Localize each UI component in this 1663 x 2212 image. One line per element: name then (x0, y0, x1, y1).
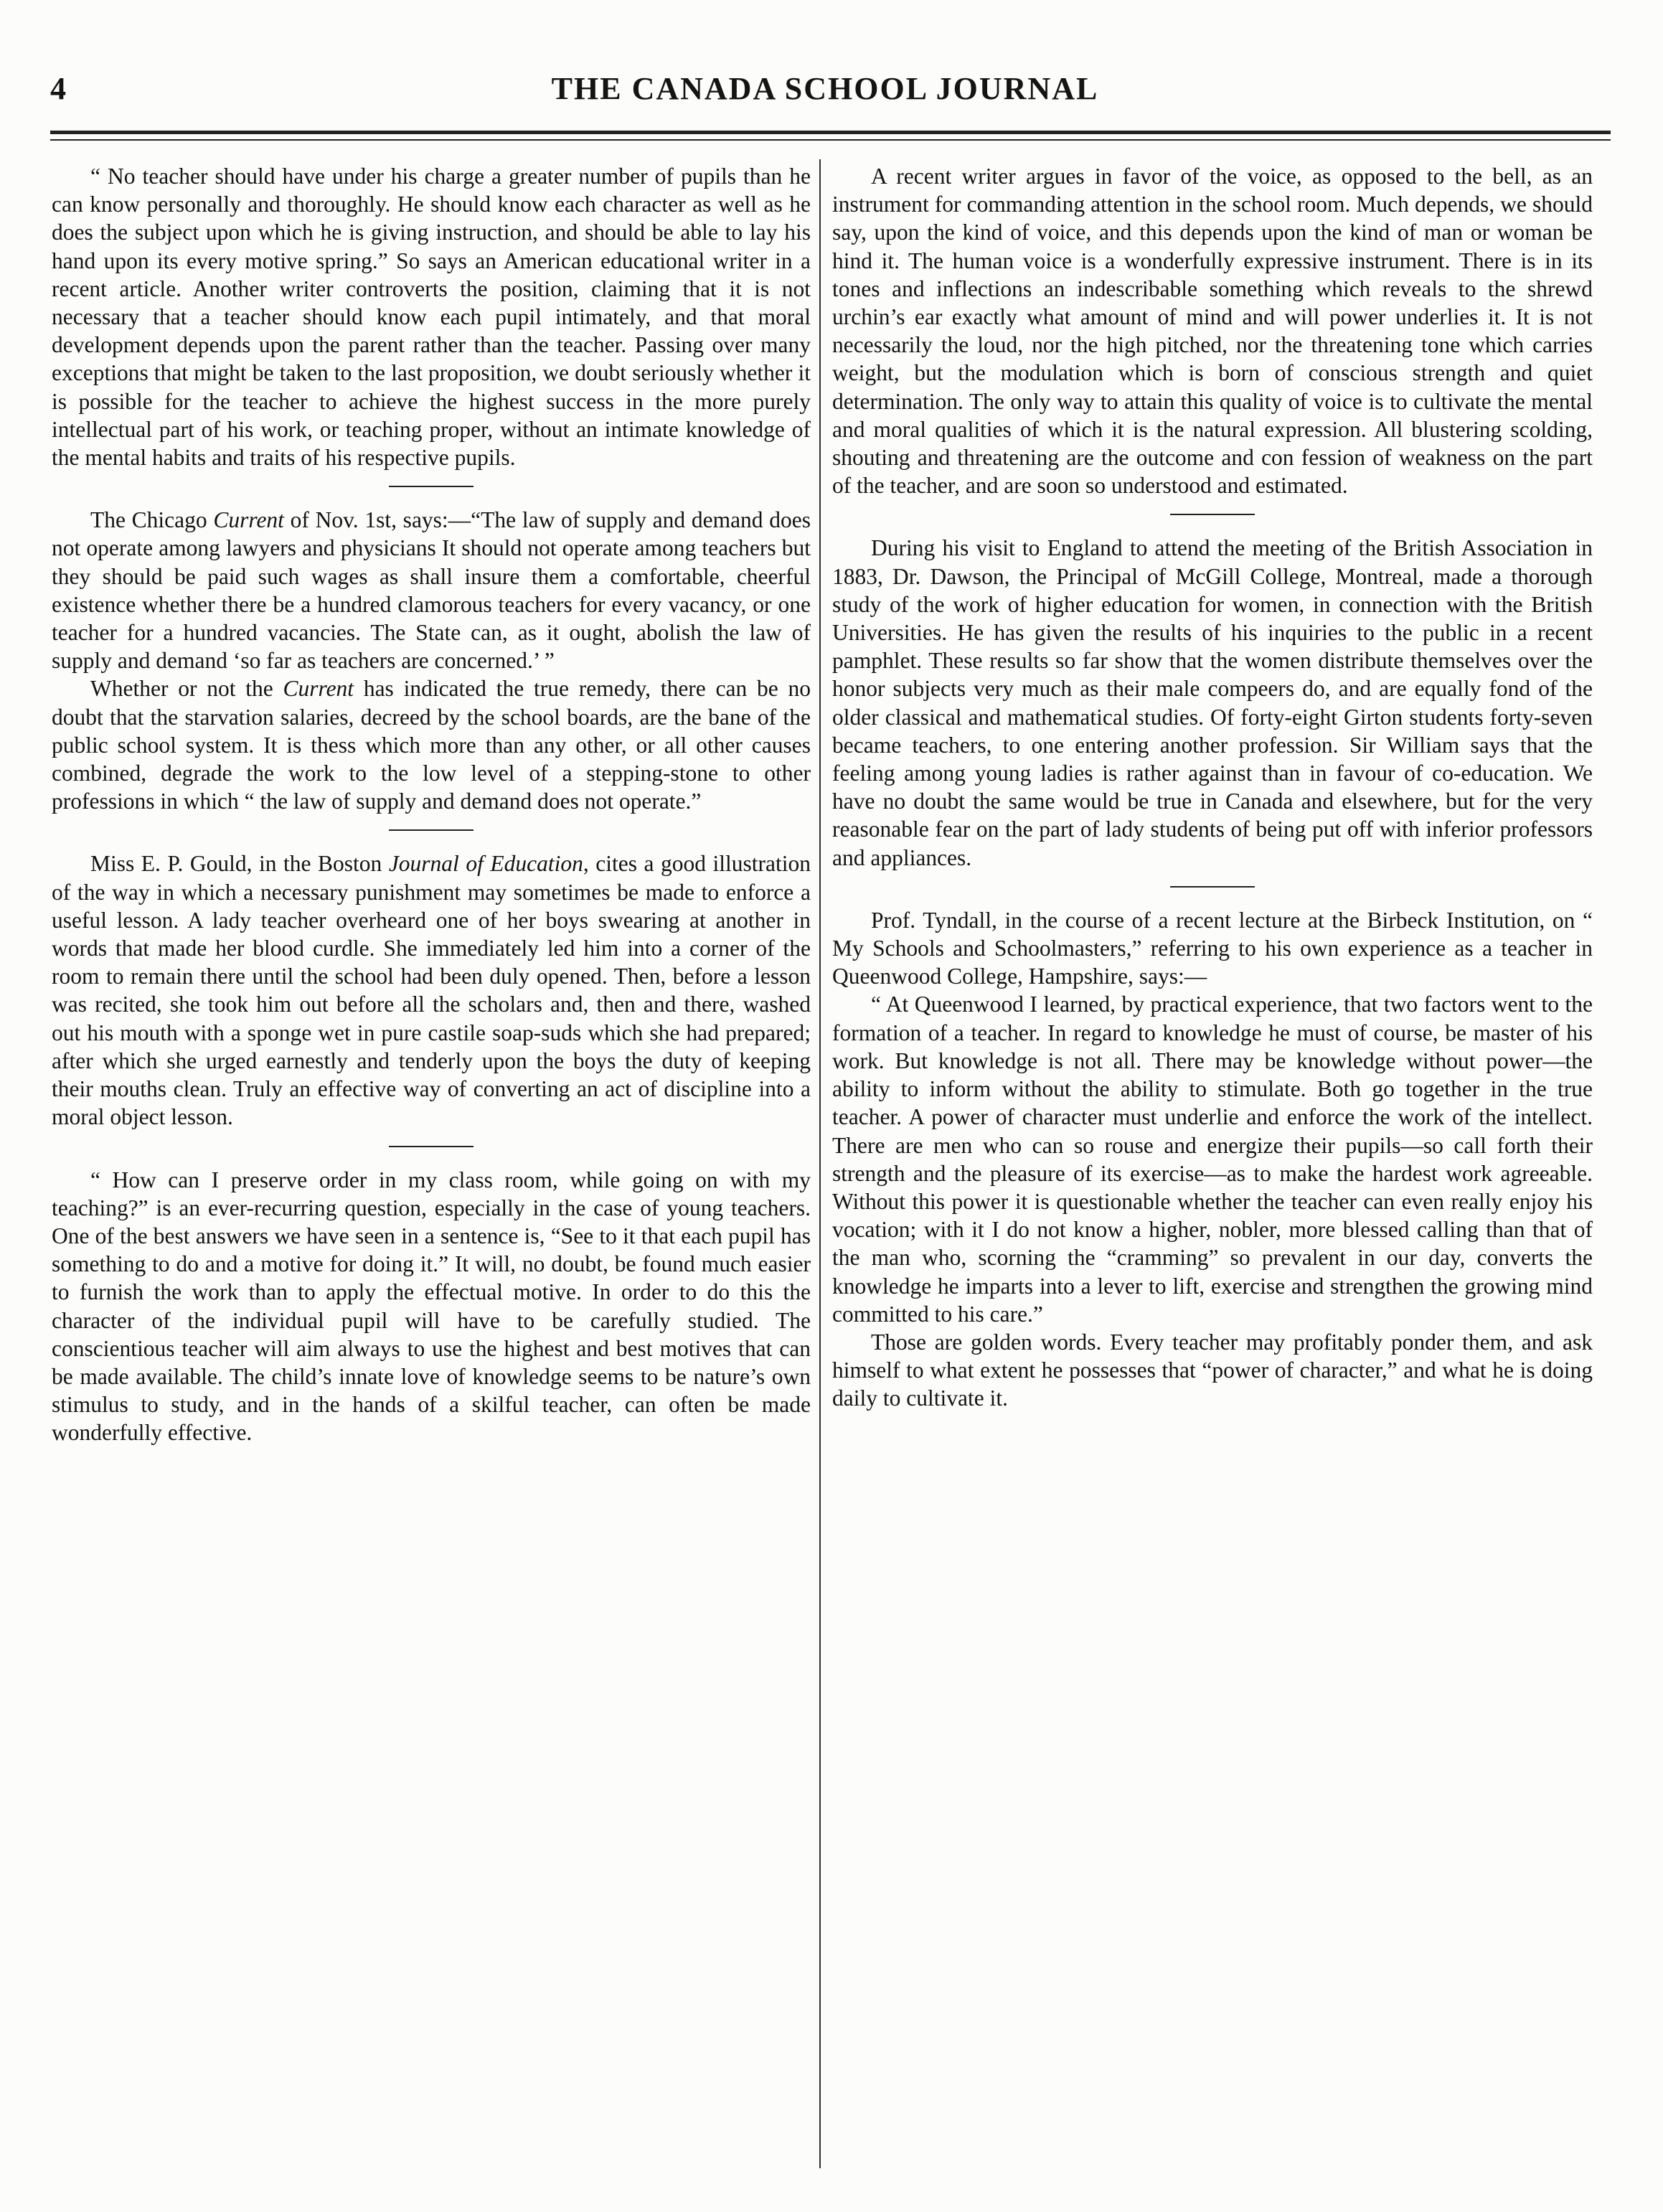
paragraph-class-order: “ How can I preserve order in my class room, while going on with my teaching?” is an ever-recurring question, especially in the case of young teachers. One of the best answers we have seen in a sentence is, “See to it that each pupil has something to do and a motive for doing it.” It will, no doubt, be found much easier to furnish the work than to apply the effectual motive. In order to do this the character of the individual pupil will have to be carefully studied. The conscientious teacher will aim always to use the highest and best motives that can be made available. The child’s innate love of knowledge seems to be nature’s own stimulus to study, and in the hands of a skilful teacher, can often be made wonderfully effective. (52, 1167, 811, 1446)
paragraph-dr-dawson: During his visit to England to attend the meeting of the British Association in 1883, Dr. Dawson, the Principal of McGill College, Montreal, made a thorough study of the work of higher education for women, in connection with the British Universities. He has given the results of his inquiries to the public in a recent pamphlet. These results so far show that the women distribute themselves over the honor subjects very much as their male compeers do, and are equally fond of the older classical and mathematical studies. Of forty-eight Girton students forty-seven became teachers, to one entering another profession. Sir William says that the feeling among young ladies is rather against than in favour of co-education. We have no doubt the same would be true in Canada and elsewhere, but for the very reasonable fear on the part of lady students of being put off with inferior professors and appliances. (832, 535, 1593, 870)
paragraph-tyndall-quote: “ At Queenwood I learned, by practical experience, that two factors went to the formation of a teacher. In regard to knowledge he must of course, be master of his work. But knowledge is not all. There may be knowledge without power—the ability to inform without the ability to stimulate. Both go together in the true teacher. A power of character must underlie and enforce the work of the intellect. There are men who can so rouse and energize their pupils—so call forth their strength and the pleasure of its exercise—as to make the hardest work agreeable. Without this power it is questionable whether the teacher can even really enjoy his vocation; with it I do not know a higher, nobler, more blessed calling than that of the man who, scorning the “cramming” so prevalent in our day, converts the knowledge he imparts into a lever to lift, exercise and strengthen the growing mind committed to his care.” (832, 992, 1593, 1327)
paragraph-voice-vs-bell: A recent writer argues in favor of the voice, as opposed to the bell, as an instrument for commanding attention in the school room. Much depends, we should say, upon the kind of voice, and this depends upon the kind of man or woman be hind it. The human voice is a wonderfully expressive instrument. There is in its tones and inflections an indescribable something which reveals to the shrewd urchin’s ear exactly what amount of mind and will power underlies it. It is not necessarily the loud, nor the high pitched, nor the threatening tone which carries weight, but the modulation which is born of conscious strength and quiet determination. The only way to attain this quality of voice is to cultivate the mental and moral qualities of which it is the natural expression. All blustering scolding, shouting and threatening are the outcome and con fession of weakness on the part of the teacher, and are soon so understood and estimated. (832, 164, 1593, 499)
section-separator (389, 486, 474, 487)
paragraph-golden-words: Those are golden words. Every teacher may profitably ponder them, and ask himself to what extent he possesses that “power of character,” and what he is doing daily to cultivate it. (832, 1329, 1593, 1411)
page-header (43, 70, 1607, 121)
text-segment: Miss E. P. Gould, in the Boston (90, 851, 389, 877)
section-separator (1170, 514, 1255, 515)
text-segment: of Nov. 1st, says:—“The law of supply and demand does not operate among lawyers and physicians It should not operate among teachers but they should be paid such wages as shall insure them a comfortable, cheerful existence whether there be a hundred clamorous teachers for every vacancy, or one teacher for a hundred vacancies. The State can, as it ought, abolish the law of supply and demand ‘so far as teachers are concerned.’ ” (52, 507, 811, 674)
right-column (832, 162, 1593, 1413)
text-segment: , cites a good illustration of the way in which a necessary punishment may sometimes be made to enforce a useful lesson. A lady teacher overheard one of her boys swearing at another in words that made her blood curdle. She immediately led him into a corner of the room to remain there until the school had been duly opened. Then, before a lesson was recited, she took him out before all the scholars and, then and there, washed out his mouth with a sponge wet in pure castile soap-suds which she had prepared; after which she urged earnestly and tenderly upon the boys the duty of keeping their mouths clean. Truly an effective way of converting an act of discipline into a moral object lesson. (52, 851, 811, 1130)
section-separator (389, 829, 474, 831)
paragraph-teacher-knowledge: “ No teacher should have under his charge a greater number of pupils than he can know personally and thoroughly. He should know each character as well as he does the subject upon which he is giving instruction, and should be able to lay his hand upon its every motive spring.” So says an American educational writer in a recent article. Another writer controverts the position, claiming that it is not necessary that a teacher should know each pupil intimately, and that moral development depends upon the parent rather than the teacher. Passing over many exceptions that might be taken to the last proposition, we doubt seriously whether it is possible for the teacher to achieve the highest success in the more purely intellectual part of his work, or teaching proper, without an intimate knowledge of the mental habits and traits of his respective pupils. (52, 164, 811, 471)
paragraph-prof-tyndall: Prof. Tyndall, in the course of a recent lecture at the Birbeck Institution, on “ My Schools and Schoolmasters,” referring to his own experience as a teacher in Queenwood College, Hampshire, says:— (832, 907, 1593, 989)
text-segment: Whether or not the (90, 676, 283, 702)
header-rule-thin (50, 139, 1611, 141)
page-number: 4 (50, 71, 66, 106)
paragraph-chicago-current (52, 506, 811, 674)
publication-name: Journal of Education (388, 851, 583, 877)
publication-name: Current (213, 507, 284, 533)
left-column (52, 162, 811, 1447)
text-segment: has indicated the true remedy, there can be no doubt that the starvation salaries, decreed by the school boards, are the bane of the public school system. It is thess which more than any other, or all other causes combined, degrade the work to the low level of a stepping-stone to other professions in which “ the law of supply and demand does not operate.” (52, 676, 811, 814)
section-separator (1170, 886, 1255, 888)
column-divider (819, 159, 821, 2168)
section-separator (389, 1146, 474, 1147)
publication-name: Current (283, 676, 354, 702)
header-rule-thick (50, 131, 1611, 134)
paragraph-starvation-salaries (52, 674, 811, 815)
paragraph-miss-gould (52, 849, 811, 1131)
text-segment: The Chicago (90, 507, 214, 533)
journal-title: THE CANADA SCHOOL JOURNAL (551, 71, 1099, 106)
